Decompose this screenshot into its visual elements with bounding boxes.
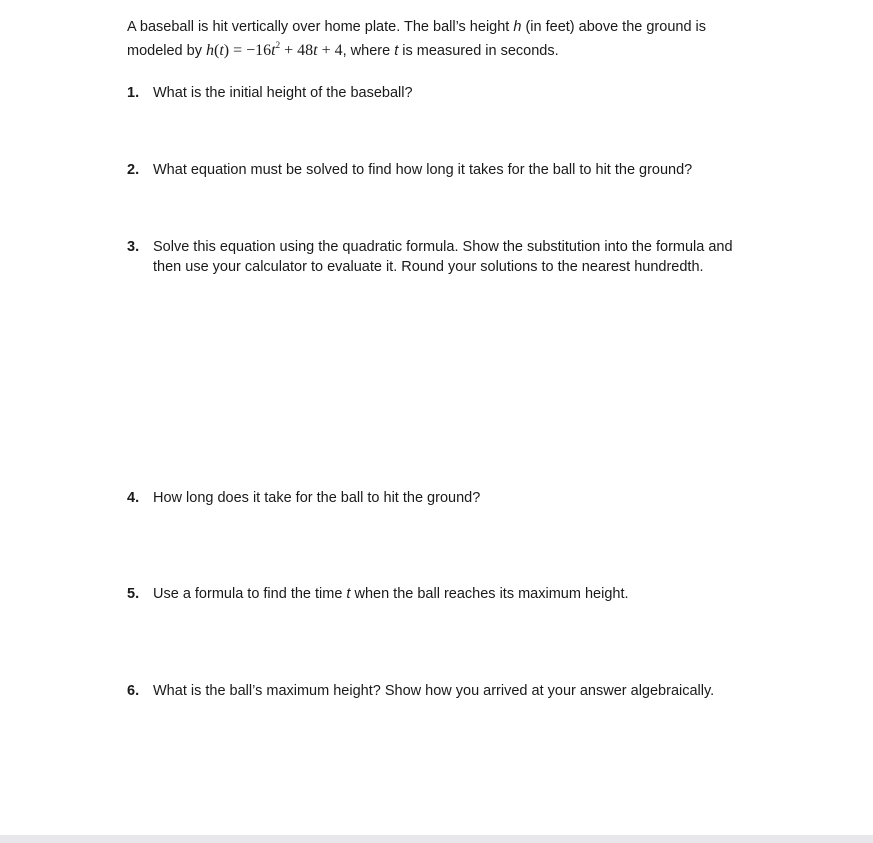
question-text-part: Use a formula to find the time <box>153 586 347 602</box>
formula-h: h <box>206 42 214 59</box>
question-text: What equation must be solved to find how long it takes for the ball to hit the ground? <box>153 162 693 178</box>
question-6 <box>127 681 767 701</box>
formula-paren: ) <box>223 42 230 59</box>
page-bottom-edge <box>0 835 873 843</box>
formula-t: t <box>219 42 224 59</box>
question-5 <box>127 584 767 604</box>
question-number: 2. <box>127 162 140 178</box>
question-number: 1. <box>127 85 140 101</box>
question-4 <box>127 488 767 508</box>
formula-exponent: 2 <box>275 40 281 50</box>
intro-text: , where <box>342 43 395 59</box>
height-formula <box>206 42 343 59</box>
question-number: 5. <box>127 586 140 602</box>
question-number: 4. <box>127 490 140 506</box>
variable-t: t <box>346 586 351 602</box>
formula-t: t <box>313 42 318 59</box>
formula-term: + 48 <box>280 42 314 59</box>
formula-equals: = −16 <box>229 42 272 59</box>
question-number: 3. <box>127 239 140 255</box>
problem-intro <box>127 16 827 63</box>
question-text: How long does it take for the ball to hit the ground? <box>153 490 481 506</box>
question-text: What is the initial height of the baseball? <box>153 85 413 101</box>
variable-t: t <box>394 43 399 59</box>
intro-text: modeled by <box>127 43 206 59</box>
question-2 <box>127 160 767 180</box>
formula-t: t <box>271 42 276 59</box>
question-text: Solve this equation using the quadratic formula. Show the substitution into the formula and then use your calculator to evaluate it. Round your solutions to the nearest hundredth. <box>153 239 733 275</box>
intro-text: is measured in seconds. <box>398 43 559 59</box>
intro-line-2 <box>127 39 827 63</box>
formula-paren: ( <box>214 42 220 59</box>
question-text-part: when the ball reaches its maximum height. <box>350 586 629 602</box>
question-1 <box>127 83 767 103</box>
question-number: 6. <box>127 683 140 699</box>
question-text: What is the ball’s maximum height? Show how you arrived at your answer algebraically. <box>153 683 715 699</box>
intro-text: A baseball is hit vertically over home plate. The ball’s height <box>127 19 514 35</box>
formula-term: + 4 <box>317 42 343 59</box>
question-text <box>153 584 767 604</box>
intro-text: (in feet) above the ground is <box>521 19 707 35</box>
variable-h: h <box>513 19 522 35</box>
question-3 <box>127 237 752 277</box>
intro-line-1 <box>127 16 827 39</box>
